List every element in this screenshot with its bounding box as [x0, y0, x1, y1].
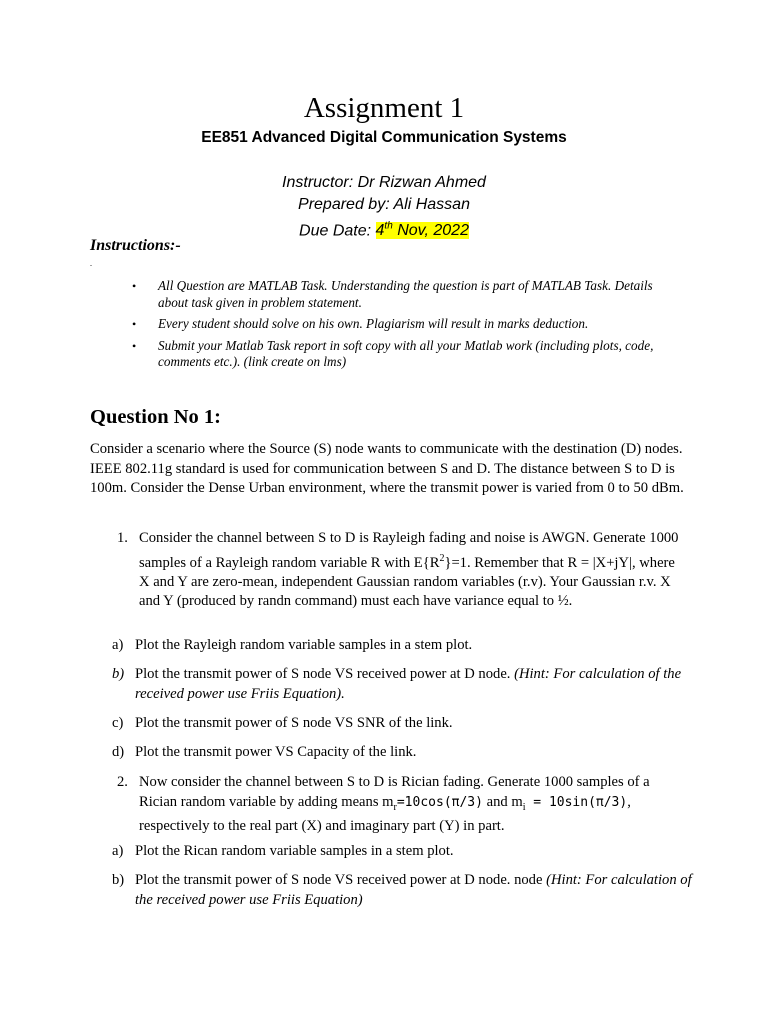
bullet-icon: •	[132, 279, 137, 293]
question-intro: Consider a scenario where the Source (S) node wants to communicate with the destination (D) nodes. IEEE 802.11g standard is used for communication between S and D. The distance between S to D is 100m. Consider the Dense Urban environment, where the transmit power is varied from 0 to 50 dBm.	[90, 441, 684, 496]
subtask-text	[135, 743, 700, 763]
task-text-a: Now consider the channel between S to D is Rician fading. Generate 1000 samples of a Rician random variable by adding means m	[139, 774, 650, 810]
due-date-label: Due Date:	[299, 222, 372, 240]
task-text-a: Consider the channel between S to D is Rayleigh fading and noise is AWGN. Generate 1000 samples of a Rayleigh random variable R with E{R	[139, 530, 679, 571]
subtask-main: Plot the transmit power VS Capacity of the link.	[135, 744, 417, 760]
subscript: r	[393, 801, 397, 813]
bullet-icon: •	[132, 317, 137, 331]
subscript: i	[522, 801, 526, 813]
task-number: 2.	[117, 774, 128, 790]
task-text-b: , respectively to the real part (X) and imaginary part (Y) in part.	[139, 793, 631, 834]
task-text-and: and m	[482, 793, 523, 810]
task-text-b: }=1. Remember that R = |X+jY|, where X and Y are zero-mean, independent Gaussian random variables (r.v). Your Gaussian r.v. X and Y (produced by randn command) must each have variance equal to ½.	[139, 554, 675, 610]
subtask-hint: (Hint: For calculation of the received power use Friis Equation).	[135, 666, 682, 702]
instruction-item	[132, 278, 662, 311]
bullet-icon: •	[132, 338, 137, 353]
prepared-by-line: Prepared by: Ali Hassan	[298, 196, 470, 213]
subtask-main: Plot the Rayleigh random variable samples in a stem plot.	[135, 637, 473, 653]
instruction-item	[132, 338, 662, 371]
task-number: 1.	[117, 530, 128, 546]
instruction-text: Submit your Matlab Task report in soft copy with all your Matlab work (including plots, code, comments etc.). (link create on lms)	[158, 337, 654, 369]
subtask-text	[135, 665, 700, 704]
task-text	[139, 773, 684, 836]
subtask-text	[135, 842, 700, 862]
stray-dot: .	[90, 259, 92, 268]
subtask-main: Plot the transmit power of S node VS SNR of the link.	[135, 715, 453, 731]
subtask-main: Plot the transmit power of S node VS received power at D node. node	[135, 872, 547, 888]
question-heading: Question No 1:	[90, 406, 221, 428]
equation: = 10sin(π/3)	[525, 794, 628, 810]
instructions-list	[132, 278, 662, 376]
instruction-text: Every student should solve on his own. Plagiarism will result in marks deduction.	[158, 316, 589, 331]
subtask-text	[135, 636, 700, 656]
subtask-main: Plot the transmit power of S node VS received power at D node.	[135, 666, 515, 682]
subtask-main: Plot the Rican random variable samples in a stem plot.	[135, 843, 454, 859]
subtask-label: a)	[112, 843, 124, 859]
task-text	[139, 529, 684, 612]
course-title: EE851 Advanced Digital Communication Systems	[201, 129, 567, 146]
due-date-highlight	[376, 222, 469, 239]
instruction-item	[132, 316, 662, 333]
due-day-suffix: th	[384, 221, 393, 232]
subtask-label: b)	[112, 872, 125, 888]
instruction-text: All Question are MATLAB Task. Understanding the question is part of MATLAB Task. Details about task given in problem statement.	[158, 278, 653, 310]
subtask-label: a)	[112, 637, 124, 653]
document-title: Assignment 1	[303, 92, 465, 124]
subtask-text	[135, 871, 700, 910]
subtask-label: c)	[112, 715, 124, 731]
instructor-line: Instructor: Dr Rizwan Ahmed	[282, 174, 486, 191]
superscript: 2	[439, 552, 445, 564]
subtask-text	[135, 714, 700, 734]
subtask-label: b)	[112, 666, 125, 682]
instructions-heading: Instructions:-	[90, 237, 181, 254]
due-day: 4	[375, 222, 385, 240]
due-month-year: Nov, 2022	[392, 222, 469, 240]
subtask-label: d)	[112, 744, 125, 760]
subtask-hint: (Hint: For calculation of the received power use Friis Equation)	[135, 872, 692, 908]
equation: =10cos(π/3)	[396, 794, 483, 810]
